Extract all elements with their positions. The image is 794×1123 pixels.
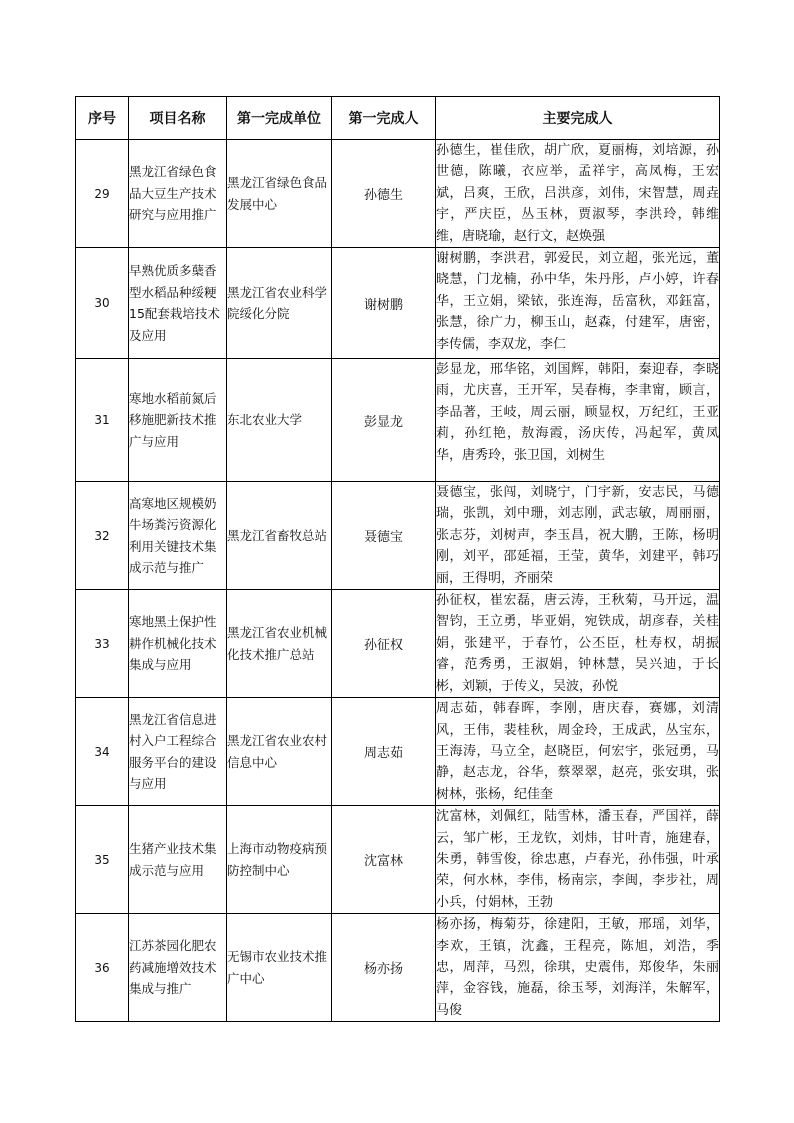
first-person: 孙征权 [332, 590, 436, 698]
table-row [76, 914, 720, 1022]
project-name: 黑龙江省绿色食品大豆生产技术研究与应用推广 [129, 140, 227, 248]
header-num: 序号 [76, 97, 129, 140]
table-row [76, 482, 720, 590]
first-unit: 黑龙江省畜牧总站 [227, 482, 332, 590]
project-name: 寒地黑土保护性耕作机械化技术集成与应用 [129, 590, 227, 698]
row-number: 36 [76, 914, 129, 1022]
first-person: 孙德生 [332, 140, 436, 248]
main-members: 谢树鹏，李洪君，郭爱民，刘立超，张光远，董晓慧，门龙楠，孙中华，朱丹彤，卢小婷，许春华，王立娟，梁铱，张连海，岳富秋，邓鈺富，张慧，徐广力，柳玉山，赵森，付建军，唐密，李传儒，李双龙，李仁 [436, 248, 720, 359]
first-person: 周志茹 [332, 698, 436, 806]
row-number: 34 [76, 698, 129, 806]
row-number: 29 [76, 140, 129, 248]
first-person: 彭显龙 [332, 359, 436, 482]
table-row [76, 590, 720, 698]
table-row [76, 359, 720, 482]
main-members: 周志茹，韩春晖，李刚，唐庆春，赛娜，刘清风，王伟，裴桂秋，周金玲，王成武，丛宝东，王海涛，马立全，赵晓臣，何宏宇，张冠勇，马静，赵志龙，谷华，蔡翠翠，赵亮，张安琪，张树林，张杨，纪佳奎 [436, 698, 720, 806]
first-unit: 东北农业大学 [227, 359, 332, 482]
table-header [76, 97, 720, 140]
award-table [75, 96, 720, 1022]
first-unit: 上海市动物疫病预防控制中心 [227, 806, 332, 914]
project-name: 高寒地区规模奶牛场粪污资源化利用关键技术集成示范与推广 [129, 482, 227, 590]
row-number: 31 [76, 359, 129, 482]
header-row [76, 97, 720, 140]
header-lead: 第一完成人 [332, 97, 436, 140]
project-name: 早熟优质多蘖香型水稻品种绥粳15配套栽培技术及应用 [129, 248, 227, 359]
main-members: 杨亦扬，梅菊芬，徐建阳，王敏，邢瑶，刘华，李欢，王镇，沈鑫，王程亮，陈旭，刘浩，季忠，周萍，马烈，徐琪，史震伟，郑俊华，朱丽萍，金容钱，施磊，徐玉琴，刘海洋，朱解军，马俊 [436, 914, 720, 1022]
header-unit: 第一完成单位 [227, 97, 332, 140]
row-number: 32 [76, 482, 129, 590]
first-person: 沈富林 [332, 806, 436, 914]
main-members: 聂德宝，张闯，刘晓宁，门宇新，安志民，马德瑞，张凯，刘中珊，刘志刚，武志敏，周丽丽，张志芬，刘树声，李玉昌，祝大鹏，王陈，杨明刚，刘平，邵延福，王莹，黄华，刘建平，韩巧丽，王得明，齐丽荣 [436, 482, 720, 590]
row-number: 30 [76, 248, 129, 359]
first-person: 谢树鹏 [332, 248, 436, 359]
header-project: 项目名称 [129, 97, 227, 140]
table-row [76, 140, 720, 248]
table-row [76, 806, 720, 914]
first-person: 聂德宝 [332, 482, 436, 590]
first-unit: 黑龙江省农业农村信息中心 [227, 698, 332, 806]
row-number: 33 [76, 590, 129, 698]
project-name: 江苏茶园化肥农药减施增效技术集成与推广 [129, 914, 227, 1022]
first-unit: 黑龙江省绿色食品发展中心 [227, 140, 332, 248]
main-members: 彭显龙，邢华铭，刘国辉，韩阳，秦迎春，李晓雨，尤庆喜，王开军，吴春梅，李聿甯，顾言，李品著，王岐，周云丽，顾显权，万纪红，王亚莉，孙红艳，敖海霞，汤庆传，冯起军，黄凤华，唐秀玲，张卫国，刘树生 [436, 359, 720, 482]
table-row [76, 248, 720, 359]
main-members: 沈富林，刘佩红，陆雪林，潘玉春，严国祥，薛云，邹广彬，王龙钦，刘炜，甘叶青，施建春，朱勇，韩雪俊，徐忠惠，卢春光，孙伟强，叶承荣，何水林，李伟，杨南宗，李闽，李步社，周小兵，付娟林，王勃 [436, 806, 720, 914]
main-members: 孙征权，崔宏磊，唐云涛，王秋菊，马开远，温智钧，王立勇，毕亚娟，宛铁成，胡彦春，关桂娟，张建平，于春竹，公丕臣，杜寿权，胡振睿，范秀勇，王淑娟，钟林慧，吴兴迪，于长彬，刘颖，于传义，吴波，孙悦 [436, 590, 720, 698]
project-name: 生猪产业技术集成示范与应用 [129, 806, 227, 914]
header-members: 主要完成人 [436, 97, 720, 140]
first-unit: 无锡市农业技术推广中心 [227, 914, 332, 1022]
first-person: 杨亦扬 [332, 914, 436, 1022]
first-unit: 黑龙江省农业机械化技术推广总站 [227, 590, 332, 698]
table-body [76, 140, 720, 1022]
project-name: 寒地水稻前氮后移施肥新技术推广与应用 [129, 359, 227, 482]
project-name: 黑龙江省信息进村入户工程综合服务平台的建设与应用 [129, 698, 227, 806]
first-unit: 黑龙江省农业科学院绥化分院 [227, 248, 332, 359]
row-number: 35 [76, 806, 129, 914]
main-members: 孙德生，崔佳欣，胡广欣，夏丽梅，刘培源，孙世德，陈曦，衣应举，孟祥宇，高凤梅，王宏斌，吕爽，王欣，吕洪彦，刘伟，宋智慧，周垚宇，严庆臣，丛玉林，贾淑琴，李洪玲，韩维维，唐晓瑜，赵行文，赵焕强 [436, 140, 720, 248]
table-row [76, 698, 720, 806]
